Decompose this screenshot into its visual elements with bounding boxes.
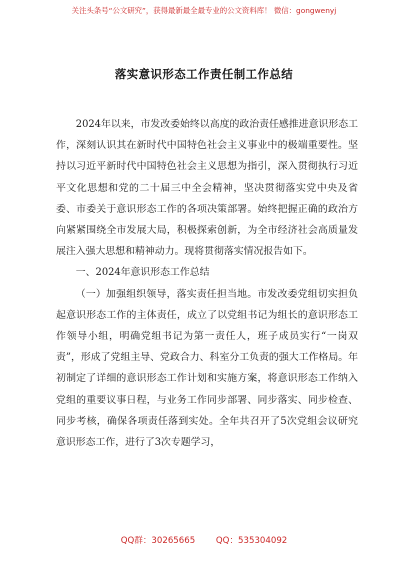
document-body (56, 114, 358, 453)
section-heading: 一、2024年意识形态工作总结 (75, 267, 210, 279)
footer-contact (0, 534, 408, 546)
intro-paragraph: 2024年以来，市发改委始终以高度的政治责任感推进意识形态工作，深刻认识其在新时代中国特色社会主义事业中的极端重要性。坚持以习近平新时代中国特色社会主义思想为指引，深入贯彻执行习近平文化思想和党的二十届三中全会精神，坚决贯彻落实党中央及省委、市委关于意识形态工作的各项决策部署。始终把握正确的政治方向紧紧围绕全市发展大局，积极探索创新，为全市经济社会高质量发展注入强大思想和精神动力。现将贯彻落实情况报告如下。 (56, 119, 358, 258)
top-banner: 关注头条号“公文研究”，获得最新最全最专业的公文资料库！ 微信：gongwenyj (71, 6, 337, 15)
subsection-paragraph: （一）加强组织领导，落实责任担当地。市发改委党组切实担负起意识形态工作的主体责任，成立了以党组书记为组长的意识形态工作领导小组，明确党组书记为第一责任人，班子成员实行“一岗双责”，形成了党组主导、党政合力、科室分工负责的强大工作格局。年初制定了详细的意识形态工作计划和实施方案，将意识形态工作纳入党组的重要议事日程，与业务工作同步部署、同步落实、同步检查、同步考核，确保各项责任落到实处。全年共召开了5次党组会议研究意识形态工作，进行了3次专题学习， (56, 288, 358, 449)
footer-qq: QQ：535304092 (215, 536, 288, 546)
footer-qq-group: QQ群：30265665 (120, 536, 196, 546)
document-title: 落实意识形态工作责任制工作总结 (114, 67, 294, 81)
